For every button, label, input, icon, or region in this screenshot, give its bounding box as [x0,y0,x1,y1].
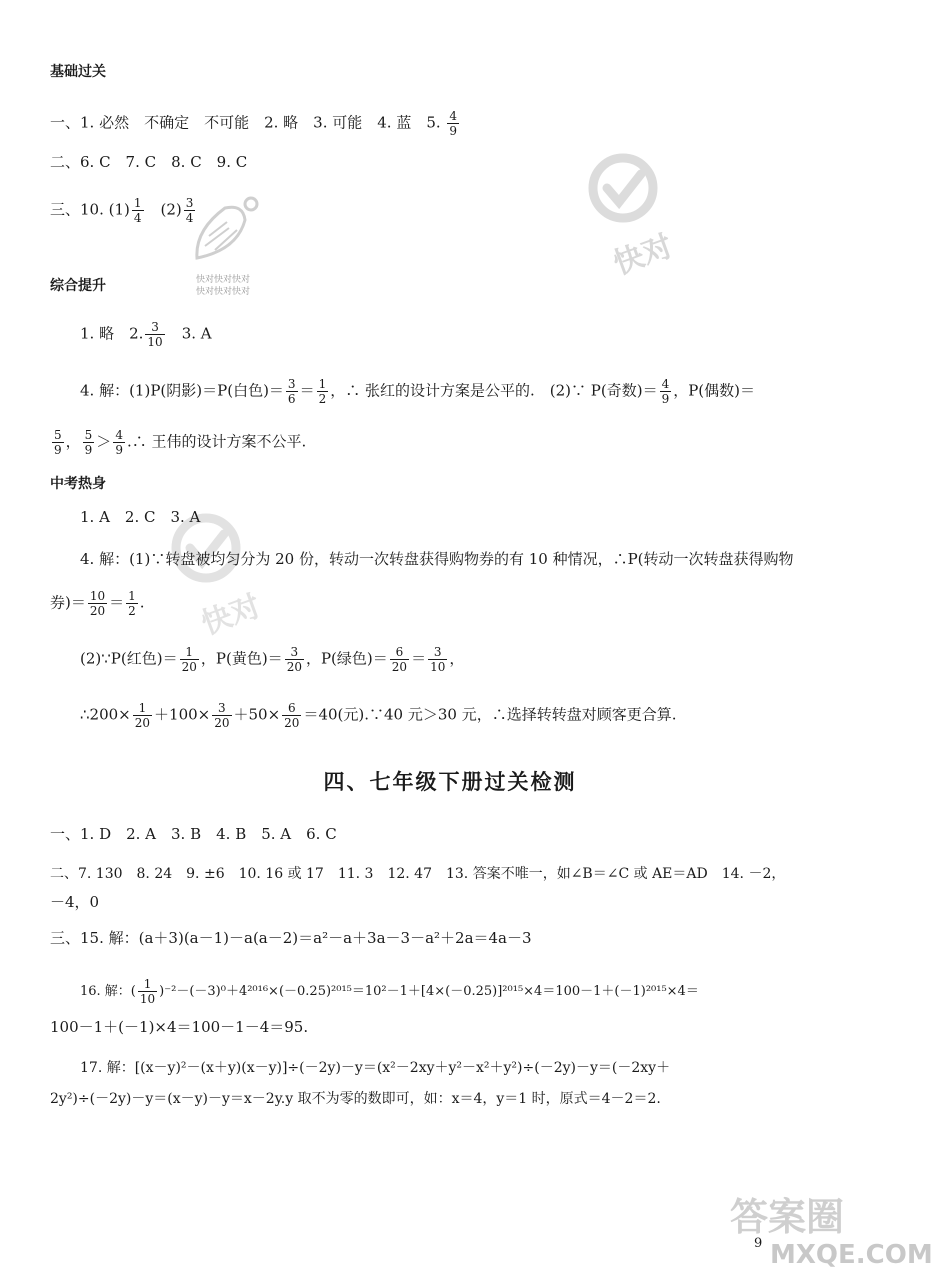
fraction: $\frac{6}{20}$ [391,645,408,674]
fraction: $\frac{6}{20}$ [284,701,300,730]
watermark-site: MXQE.COM [770,1240,933,1270]
answer-text: ＝ [299,381,315,400]
answer-line [50,109,461,138]
answer-text: 三、10. (1) [50,200,130,219]
answer-text: ， [449,649,465,668]
answer-line [80,320,212,349]
watermark-brand-1: 快对 [609,228,678,282]
fraction: $\frac{1}{20}$ [134,701,151,730]
answer-text: ＋50× [233,705,281,724]
answer-text: (2) [160,200,182,219]
watermark-small-1: 快对快对快对 [196,275,251,285]
fraction: $\frac{3}{6}$ [287,377,296,406]
answer-text: ∴200× [80,705,131,724]
answer-line [80,701,677,730]
page-number: 9 [754,1236,763,1251]
answer-line: 1. A 2. C 3. A [80,508,201,526]
fraction: $\frac{1}{10}$ [139,977,156,1006]
fraction: $\frac{4}{9}$ [661,377,670,406]
fraction: $\frac{1}{2}$ [318,377,327,406]
answer-text: 券)＝ [50,593,86,612]
section-heading-comprehensive: 综合提升 [50,278,106,294]
fraction: $\frac{10}{20}$ [89,589,106,618]
fraction: $\frac{5}{9}$ [84,428,93,457]
section-heading-exam: 中考热身 [50,476,106,492]
fraction: $\frac{5}{9}$ [54,428,62,457]
watermark-small-2: 快对快对快对 [196,287,251,297]
answer-text: .∴ 王伟的设计方案不公平. [126,432,307,451]
fraction: $\frac{3}{20}$ [286,645,302,674]
answer-line [50,196,197,225]
section-title: 四、七年级下册过关检测 [323,770,577,794]
answer-text: ＝40(元).∵40 元＞30 元，∴选择转转盘对顾客更合算. [303,705,677,724]
answer-text: . [139,593,145,612]
answer-line: －4，0 [50,893,100,911]
section-heading-basic: 基础过关 [50,64,106,80]
answer-text: ＞ [96,432,112,451]
fraction: $\frac{1}{4}$ [133,196,142,225]
answer-text: )⁻²－(－3)⁰＋4²⁰¹⁶×(－0.25)²⁰¹⁵＝10²－1＋[4×(－0.25)]²⁰¹⁵×4＝100－1＋(－1)²⁰¹⁵×4＝ [159,984,699,999]
answer-line: 一、1. D 2. A 3. B 4. B 5. A 6. C [50,825,337,843]
answer-line: 三、15. 解：(a＋3)(a－1)－a(a－2)＝a²－a＋3a－3－a²＋2a＝4a－3 [50,929,532,947]
answer-text: 16. 解：( [80,984,136,999]
answer-text: ，∴ 张红的设计方案是公平的. (2)∵ P(奇数)＝ [330,381,658,400]
kuaidui-logo-icon [585,150,665,230]
answer-line: 二、6. C 7. C 8. C 9. C [50,153,248,171]
fraction: $\frac{1}{2}$ [128,589,136,618]
answer-text: 1. 略 2. [80,324,144,343]
fraction: $\frac{4}{9}$ [115,428,123,457]
fraction: $\frac{3}{20}$ [214,701,230,730]
answer-line [80,645,464,674]
fraction: $\frac{3}{4}$ [185,196,194,225]
answer-line [50,589,145,618]
fraction: $\frac{3}{10}$ [430,645,446,674]
answer-text: ，P(黄色)＝ [200,649,283,668]
watermark-brand-2: 快对 [197,588,266,642]
answer-text: ，P(绿色)＝ [305,649,388,668]
answer-text: ＝ [411,649,427,668]
answer-text: 4. 解：(1)P(阴影)＝P(白色)＝ [80,381,284,400]
answer-text: ， [65,432,81,451]
answer-line [50,428,306,457]
answer-line: 17. 解：[(x－y)²－(x＋y)(x－y)]÷(－2y)－y＝(x²－2xy＋y²－x²＋y²)÷(－2y)－y＝(－2xy＋ [80,1060,671,1076]
answer-line [80,377,755,406]
answer-text: 3. A [181,324,212,343]
answer-text: ＋100× [154,705,211,724]
answer-line [80,977,699,1006]
watermark-stamp: 答案圈 [730,1195,845,1239]
answer-text: ，P(偶数)＝ [673,381,756,400]
answer-line: 4. 解：(1)∵转盘被均匀分为 20 份，转动一次转盘获得购物券的有 10 种情况，∴P(转动一次转盘获得购物 [80,550,794,568]
answer-text: 一、1. 必然 不确定 不可能 2. 略 3. 可能 4. 蓝 5. [50,113,441,132]
answer-text: (2)∵P(红色)＝ [80,649,178,668]
fraction: $\frac{4}{9}$ [449,109,458,138]
answer-text: ＝ [109,593,125,612]
answer-line: 100－1＋(－1)×4＝100－1－4＝95. [50,1018,309,1036]
fraction: $\frac{3}{10}$ [147,320,163,349]
answer-line: 二、7. 130 8. 24 9. ±6 10. 16 或 17 11. 3 12. 47 13. 答案不唯一，如∠B＝∠C 或 AE＝AD 14. －2， [50,866,786,882]
fraction: $\frac{1}{20}$ [181,645,197,674]
answer-line: 2y²)÷(－2y)－y＝(x－y)－y＝x－2y.y 取不为零的数即可，如：x＝4，y＝1 时，原式＝4－2＝2. [50,1091,661,1107]
